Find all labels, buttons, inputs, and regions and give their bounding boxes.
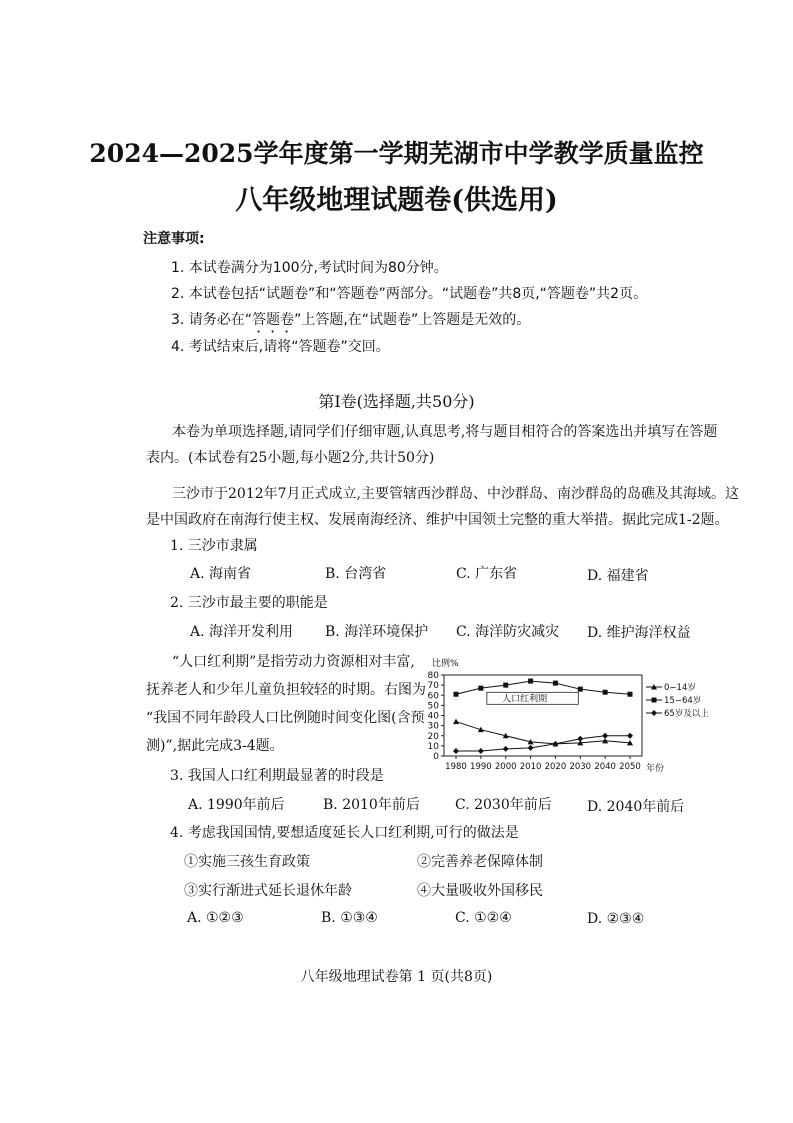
legend-label-1: 15−64岁 bbox=[664, 696, 702, 706]
series-1-point bbox=[528, 679, 533, 684]
series-0-point bbox=[453, 719, 459, 725]
question-2-option-b: B. 海洋环境保护 bbox=[325, 624, 429, 640]
question-4-choice-2: ②完善养老保障体制 bbox=[417, 854, 543, 870]
question-4-choice-3: ③实行渐进式延长退休年龄 bbox=[184, 883, 352, 899]
section-title: 第Ⅰ卷(选择题,共50分) bbox=[318, 392, 475, 411]
question-4-stem: 4. 考虑我国国情,要想适度延长人口红利期,可行的做法是 bbox=[170, 825, 519, 841]
x-tick-label: 1990 bbox=[470, 762, 492, 772]
exam-title-line1: 2024—2025学年度第一学期芜湖市中学教学质量监控 bbox=[89, 139, 704, 168]
question-1-option-d: D. 福建省 bbox=[587, 568, 649, 584]
question-1-option-c: C. 广东省 bbox=[456, 566, 518, 582]
x-tick-label: 2050 bbox=[619, 762, 641, 772]
series-2-point bbox=[453, 748, 459, 754]
question-4-choice-1: ①实施三孩生育政策 bbox=[184, 854, 310, 870]
passage2-line4: 测)”,据此完成3-4题。 bbox=[146, 738, 284, 754]
series-1-point bbox=[454, 692, 459, 697]
series-1-point bbox=[578, 687, 583, 692]
series-2-point bbox=[528, 745, 534, 751]
y-axis-label: 比例% bbox=[432, 659, 459, 669]
x-axis-label: 年份 bbox=[646, 764, 665, 774]
y-tick-label: 70 bbox=[427, 681, 439, 692]
exam-title-line2: 八年级地理试题卷(供选用) bbox=[235, 185, 558, 216]
y-tick-label: 40 bbox=[427, 711, 439, 722]
population-ratio-chart bbox=[420, 653, 720, 775]
notice-item-2: 2. 本试卷包括“试题卷”和“答题卷”两部分。“试题卷”共8页,“答题卷”共2页。 bbox=[171, 286, 648, 302]
x-tick-label: 2030 bbox=[569, 762, 592, 772]
y-tick-label: 0 bbox=[433, 752, 439, 762]
notice-item-3-emphasis: 答题卷 bbox=[252, 312, 295, 328]
question-3-option-a: A. 1990年前后 bbox=[188, 797, 285, 813]
legend-marker-1 bbox=[652, 698, 657, 703]
dividend-period-label: 人口红利期 bbox=[502, 694, 548, 705]
legend-marker-2 bbox=[651, 710, 657, 716]
question-1-option-b: B. 台湾省 bbox=[325, 566, 387, 582]
series-2-point bbox=[577, 736, 583, 742]
y-tick-label: 20 bbox=[427, 731, 439, 742]
y-tick-label: 50 bbox=[427, 701, 439, 712]
x-tick-label: 2010 bbox=[519, 762, 542, 772]
series-2-point bbox=[602, 733, 608, 739]
series-1-point bbox=[503, 683, 508, 688]
x-tick-label: 2040 bbox=[594, 762, 616, 772]
series-1-point bbox=[553, 681, 558, 686]
notice-item-3-part2: ”上答题,在“试题卷”上答题是无效的。 bbox=[294, 312, 531, 328]
question-1-option-a: A. 海南省 bbox=[190, 566, 252, 582]
passage1-line2: 是中国政府在南海行使主权、发展南海经济、维护中国领土完整的重大举措。据此完成1-2题。 bbox=[146, 512, 729, 528]
plot-frame bbox=[444, 675, 642, 756]
question-2-stem: 2. 三沙市最主要的职能是 bbox=[170, 595, 328, 611]
notice-item-1: 1. 本试卷满分为100分,考试时间为80分钟。 bbox=[171, 260, 448, 276]
question-2-option-a: A. 海洋开发利用 bbox=[190, 624, 294, 640]
passage1-line1: 三沙市于2012年7月正式成立,主要管辖西沙群岛、中沙群岛、南沙群岛的岛礁及其海域。这 bbox=[172, 486, 739, 502]
question-2-option-c: C. 海洋防灾减灾 bbox=[456, 624, 560, 640]
series-line-2 bbox=[456, 736, 630, 751]
question-1-stem: 1. 三沙市隶属 bbox=[170, 538, 258, 554]
question-2-option-d: D. 维护海洋权益 bbox=[587, 625, 691, 641]
series-2-point bbox=[478, 748, 484, 754]
question-3-option-d: D. 2040年前后 bbox=[587, 799, 685, 815]
passage2-line3: “我国不同年龄段人口比例随时间变化图(含预 bbox=[146, 710, 425, 726]
y-tick-label: 80 bbox=[427, 671, 439, 681]
question-3-option-b: B. 2010年前后 bbox=[323, 797, 420, 813]
x-tick-label: 2000 bbox=[494, 762, 517, 772]
question-4-option-d: D. ②③④ bbox=[587, 911, 645, 927]
legend-label-2: 65岁及以上 bbox=[664, 709, 709, 719]
y-tick-label: 30 bbox=[427, 721, 439, 732]
question-4-option-b: B. ①③④ bbox=[321, 910, 378, 926]
question-4-choice-4: ④大量吸收外国移民 bbox=[417, 883, 543, 899]
y-tick-label: 10 bbox=[427, 741, 439, 752]
notice-item-3 bbox=[171, 309, 530, 336]
passage2-line1: “人口红利期”是指劳动力资源相对丰富, bbox=[172, 654, 415, 670]
question-3-stem: 3. 我国人口红利期最显著的时段是 bbox=[170, 768, 384, 784]
question-4-option-c: C. ①②④ bbox=[455, 910, 512, 926]
series-2-point bbox=[627, 733, 633, 739]
x-tick-label: 1980 bbox=[445, 762, 467, 772]
x-tick-label: 2020 bbox=[544, 762, 567, 772]
notice-item-4: 4. 考试结束后,请将“答题卷”交回。 bbox=[171, 339, 390, 355]
section-intro-line2: 表内。(本试卷有25小题,每小题2分,共计50分) bbox=[146, 450, 435, 466]
section-intro-line1: 本卷为单项选择题,请同学们仔细审题,认真思考,将与题目相符合的答案选出并填写在答题 bbox=[172, 424, 718, 440]
passage2-line2: 抚养老人和少年儿童负担较轻的时期。右图为 bbox=[146, 682, 426, 698]
series-1-point bbox=[603, 690, 608, 695]
legend-label-0: 0−14岁 bbox=[664, 683, 696, 693]
notice-heading: 注意事项: bbox=[143, 231, 205, 247]
question-4-option-a: A. ①②③ bbox=[187, 910, 244, 926]
y-tick-label: 60 bbox=[427, 691, 439, 702]
series-1-point bbox=[478, 686, 483, 691]
page-footer: 八年级地理试卷第 1 页(共8页) bbox=[300, 969, 493, 985]
notice-item-3-part1: 3. 请务必在“ bbox=[171, 312, 253, 328]
question-3-option-c: C. 2030年前后 bbox=[455, 797, 552, 813]
series-1-point bbox=[628, 692, 633, 697]
series-2-point bbox=[503, 746, 509, 752]
